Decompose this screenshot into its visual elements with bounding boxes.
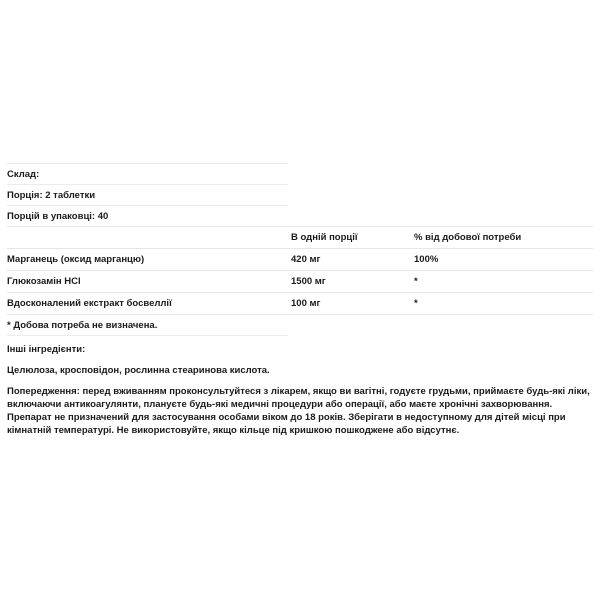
- warning-line: Попередження: перед вживанням проконсультуйтеся з лікарем, якщо ви вагітні, годуєте грудьми, приймаєте будь-які ліки,: [7, 386, 590, 397]
- table-row: [7, 271, 593, 293]
- nutrient-amount: 100 мг: [291, 293, 414, 315]
- nutrient-table: [7, 226, 593, 315]
- warning-line: кімнатній температурі. Не використовуйте, якщо кільце під кришкою пошкоджене або відсутнє.: [7, 425, 460, 436]
- nutrient-name: Марганець (оксид марганцю): [7, 249, 291, 271]
- nutrient-name: Вдосконалений екстракт босвеллії: [7, 293, 291, 315]
- nutrient-amount: 420 мг: [291, 249, 414, 271]
- servings-per-container: Порцій в упаковці: 40: [7, 205, 288, 226]
- serving-size: Порція: 2 таблетки: [7, 184, 288, 205]
- header-daily-value: % від добової потреби: [414, 227, 593, 249]
- header-amount: В одній порції: [291, 227, 414, 249]
- nutrient-name: Глюкозамін HCl: [7, 271, 291, 293]
- warning-line: включаючи антикоагулянти, плануєте будь-які медичні процедури або операції, або маєте хронічні захворювання.: [7, 399, 553, 410]
- table-row: [7, 249, 593, 271]
- warning-text: [7, 385, 593, 437]
- table-row: [7, 293, 593, 315]
- table-footnote: * Добова потреба не визначена.: [7, 315, 288, 336]
- table-header-row: [7, 227, 593, 249]
- nutrient-dv: *: [414, 271, 593, 293]
- header-nutrient: [7, 227, 291, 249]
- supplement-facts: [7, 163, 593, 437]
- composition-block: [7, 163, 288, 226]
- other-ingredients-text: Целюлоза, кросповідон, рослинна стеаринова кислота.: [7, 365, 270, 376]
- other-ingredients-title: Інші інгредієнти:: [7, 344, 86, 355]
- composition-title: Склад:: [7, 163, 288, 184]
- nutrient-dv: 100%: [414, 249, 593, 271]
- warning-line: Препарат не призначений для застосування особами віком до 18 років. Зберігати в недоступному для дітей місці при: [7, 412, 566, 423]
- nutrient-amount: 1500 мг: [291, 271, 414, 293]
- nutrient-dv: *: [414, 293, 593, 315]
